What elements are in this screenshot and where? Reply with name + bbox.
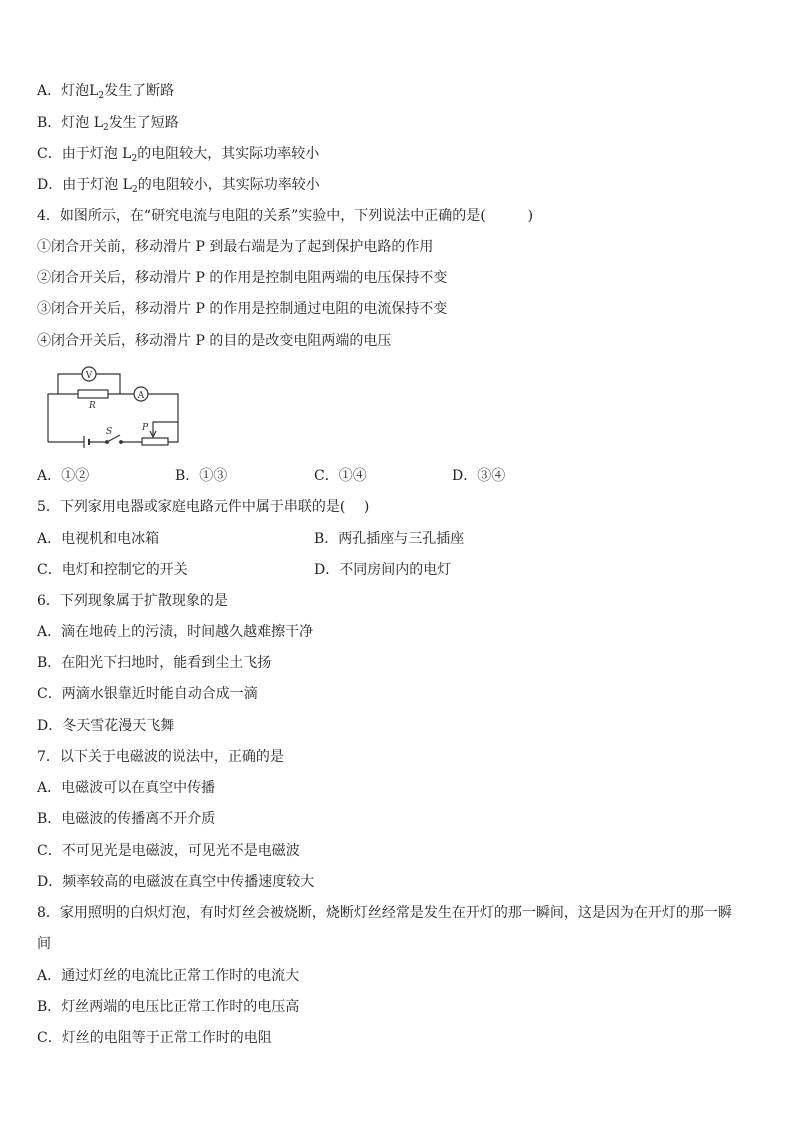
q5-option-c: C．电灯和控制它的开关 — [37, 562, 188, 578]
left-wire — [48, 394, 78, 442]
q4-option-c: C．①④ — [314, 468, 367, 484]
q3-option-a-post: 发生了断路 — [104, 83, 175, 99]
q8-stem-line-1: 8．家用照明的白炽灯泡，有时灯丝会被烧断，烧断灯丝经常是发生在开灯的那一瞬间，这是因为在开灯的那一瞬 — [37, 905, 732, 921]
q5-stem: 5．下列家用电器或家庭电路元件中属于串联的是( ) — [37, 499, 370, 515]
q3-option-c-pre: C．由于灯泡 L — [37, 146, 132, 162]
q3-option-a-pre: A．灯泡L — [37, 83, 99, 99]
q3-option-a-sub: 2 — [98, 91, 105, 101]
q7-option-b: B．电磁波的传播离不开介质 — [37, 811, 216, 827]
ammeter-label: A — [137, 391, 145, 401]
q5-option-b: B．两孔插座与三孔插座 — [314, 531, 465, 547]
q4-stem: 4．如图所示，在“研究电流与电阻的关系”实验中，下列说法中正确的是( ) — [37, 208, 534, 224]
slider-wire — [153, 422, 178, 435]
q3-option-d-post: 的电阻较小，其实际功率较小 — [137, 177, 320, 193]
slider-label: P — [142, 423, 149, 433]
q6-option-c: C．两滴水银靠近时能自动合成一滴 — [37, 686, 258, 702]
q8-stem-line-2: 间 — [37, 936, 51, 952]
switch-label: S — [106, 427, 113, 437]
q5-options-row-1 — [37, 529, 757, 549]
q3-option-a — [37, 81, 174, 101]
q3-option-d-sub: 2 — [131, 185, 138, 195]
q3-option-b-pre: B．灯泡 L — [37, 115, 104, 131]
q7-option-d: D．频率较高的电磁波在真空中传播速度较大 — [37, 874, 315, 890]
q6-option-a: A．滴在地砖上的污渍，时间越久越难擦干净 — [37, 624, 314, 640]
rheostat-icon — [142, 438, 168, 445]
voltmeter-label: V — [85, 371, 93, 381]
q4-option-b: B．①③ — [175, 468, 228, 484]
q6-stem: 6．下列现象属于扩散现象的是 — [37, 593, 228, 609]
q3-option-b-sub: 2 — [103, 123, 109, 133]
q3-option-c-post: 的电阻较大，其实际功率较小 — [137, 146, 320, 162]
q7-stem: 7．以下关于电磁波的说法中，正确的是 — [37, 749, 284, 765]
q3-option-b-post: 发生了短路 — [108, 115, 179, 131]
q5-option-d: D．不同房间内的电灯 — [314, 562, 452, 578]
q3-option-b — [37, 113, 179, 133]
right-wire-top — [148, 394, 178, 422]
circuit-diagram — [40, 364, 190, 448]
rheostat-wire — [168, 422, 178, 442]
q4-statement-2: ②闭合开关后，移动滑片 P 的作用是控制电阻两端的电压保持不变 — [37, 270, 448, 286]
q3-option-d-pre: D．由于灯泡 L — [37, 177, 132, 193]
resistor-icon — [78, 390, 108, 398]
q6-option-b: B．在阳光下扫地时，能看到尘土飞扬 — [37, 655, 272, 671]
q6-option-d: D．冬天雪花漫天飞舞 — [37, 718, 175, 734]
q4-option-a: A．①② — [37, 468, 90, 484]
q5-options-row-2 — [37, 560, 757, 580]
q3-option-d — [37, 175, 320, 195]
resistor-label: R — [89, 401, 96, 411]
q4-option-d: D．③④ — [452, 468, 506, 484]
q8-option-b: B．灯丝两端的电压比正常工作时的电压高 — [37, 999, 300, 1015]
q8-option-c: C．灯丝的电阻等于正常工作时的电阻 — [37, 1030, 272, 1046]
q4-options — [37, 466, 757, 486]
q3-option-c-sub: 2 — [131, 154, 138, 164]
q7-option-c: C．不可见光是电磁波，可见光不是电磁波 — [37, 843, 300, 859]
q4-statement-3: ③闭合开关后，移动滑片 P 的作用是控制通过电阻的电流保持不变 — [37, 301, 448, 317]
q4-statement-4: ④闭合开关后，移动滑片 P 的目的是改变电阻两端的电压 — [37, 333, 392, 349]
q4-statement-1: ①闭合开关前，移动滑片 P 到最右端是为了起到保护电路的作用 — [37, 239, 434, 255]
q7-option-a: A．电磁波可以在真空中传播 — [37, 780, 216, 796]
q8-option-a: A．通过灯丝的电流比正常工作时的电流大 — [37, 968, 300, 984]
q5-option-a: A．电视机和电冰箱 — [37, 531, 160, 547]
q3-option-c — [37, 144, 319, 164]
